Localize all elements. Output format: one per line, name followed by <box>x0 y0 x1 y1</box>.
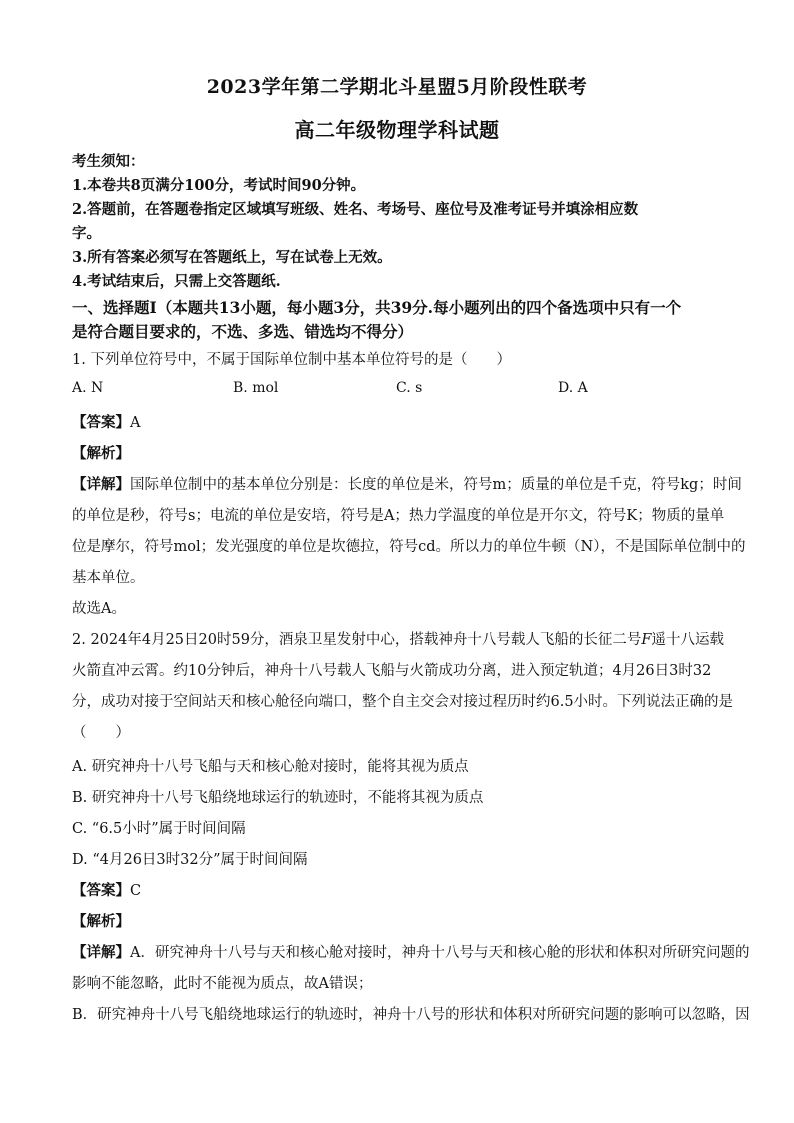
question-2-detail-line-2: 影响不能忽略，此时不能视为质点，故A错误； <box>72 976 373 992</box>
question-1-option-a: A. N <box>72 380 104 396</box>
notice-heading: 考生须知： <box>72 153 145 170</box>
exam-title: 2023学年第二学期北斗星盟5月阶段性联考 <box>206 76 588 98</box>
answer-value: A <box>130 415 141 431</box>
question-1-detail-line-2: 的单位是秒，符号s；电流的单位是安培，符号是A；热力学温度的单位是开尔文，符号K；物质的量单 <box>72 508 725 524</box>
detail-text: A．研究神舟十八号与天和核心舱对接时，神舟十八号与天和核心舱的形状和体积对所研究问题的 <box>130 945 750 961</box>
question-2-option-a: A. 研究神舟十八号飞船与天和核心舱对接时，能将其视为质点 <box>72 759 469 775</box>
question-2-detail-line-3: B．研究神舟十八号飞船绕地球运行的轨迹时，神舟十八号的形状和体积对所研究问题的影响可以忽略，因 <box>72 1007 750 1023</box>
question-1-detail-line-1 <box>72 473 742 494</box>
question-2-stem-line-1 <box>72 628 732 649</box>
question-1-answer <box>72 411 732 432</box>
question-1-option-c: C. s <box>396 380 423 396</box>
stem-text: 2. 2024年4月25日20时59分，酒泉卫星发射中心，搭载神舟十八号载人飞船的长征二号 <box>72 632 642 648</box>
section-heading: 一、选择题Ⅰ（本题共13小题，每小题3分，共39分.每小题列出的四个备选项中只有一个 <box>72 298 682 317</box>
question-1-option-b: B. mol <box>233 380 279 396</box>
question-2-option-c: C. “6.5小时”属于时间间隔 <box>72 821 246 837</box>
question-2-option-d: D. “4月26日3时32分”属于时间间隔 <box>72 852 308 868</box>
answer-tag: 【答案】 <box>72 414 130 431</box>
question-1-detail-line-4: 基本单位。 <box>72 570 145 586</box>
question-1-option-d: D. A <box>558 380 588 396</box>
question-2-stem-line-4: （ ） <box>72 725 130 741</box>
question-2-stem-line-3: 分，成功对接于空间站天和核心舱径向端口，整个自主交会对接过程历时约6.5小时。下列说法正确的是 <box>72 694 734 710</box>
notice-item-3: 3.所有答案必须写在答题纸上，写在试卷上无效。 <box>72 249 392 266</box>
question-2-option-b: B. 研究神舟十八号飞船绕地球运行的轨迹时，不能将其视为质点 <box>72 790 484 806</box>
question-2-answer <box>72 879 732 900</box>
question-2-stem-line-2: 火箭直冲云霄。约10分钟后，神舟十八号载人飞船与火箭成功分离，进入预定轨道；4月26日3时32 <box>72 663 712 679</box>
detail-text: 国际单位制中的基本单位分别是：长度的单位是米，符号m；质量的单位是千克，符号kg；时间 <box>130 477 742 493</box>
question-2-detail-line-1 <box>72 941 750 962</box>
exam-subtitle: 高二年级物理学科试题 <box>294 118 500 142</box>
detail-tag: 【详解】 <box>72 476 130 493</box>
question-2-analysis-tag: 【解析】 <box>72 913 130 930</box>
question-1-conclusion: 故选A。 <box>72 601 126 617</box>
detail-tag: 【详解】 <box>72 944 130 961</box>
section-heading-cont: 是符合题目要求的，不选、多选、错选均不得分） <box>72 322 414 341</box>
question-1-stem: 1. 下列单位符号中，不属于国际单位制中基本单位符号的是（ ） <box>72 352 511 368</box>
notice-item-2: 2.答题前，在答题卷指定区域填写班级、姓名、考场号、座位号及准考证号并填涂相应数 <box>72 201 639 218</box>
stem-text-tail: 遥十八运载 <box>651 632 724 648</box>
question-1-analysis-tag: 【解析】 <box>72 445 130 462</box>
question-1-detail-line-3: 位是摩尔，符号mol；发光强度的单位是坎德拉，符号cd。所以力的单位牛顿（N），不是国际单位制中的 <box>72 539 746 555</box>
answer-value: C <box>130 883 142 899</box>
notice-item-1: 1.本卷共8页满分100分，考试时间90分钟。 <box>72 177 366 194</box>
stem-italic-letter: F <box>641 632 652 648</box>
answer-tag: 【答案】 <box>72 882 130 899</box>
notice-item-4: 4.考试结束后，只需上交答题纸. <box>72 273 281 290</box>
notice-item-2-cont: 字。 <box>72 225 101 242</box>
